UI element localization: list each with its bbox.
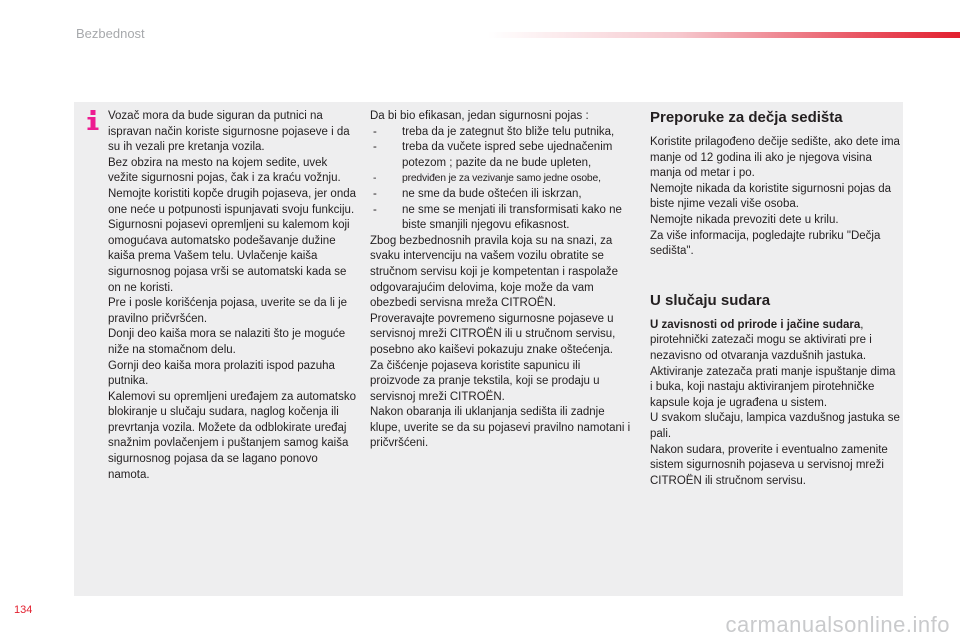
column-seatbelt-requirements [370, 109, 632, 452]
child-seats-heading: Preporuke za dečja sedišta [650, 109, 843, 126]
requirements-list [370, 125, 632, 234]
watermark: carmanualsonline.info [725, 612, 950, 637]
page-number: 134 [14, 604, 33, 616]
column-child-seats [650, 109, 900, 489]
column-seatbelt-general [108, 109, 358, 483]
list-item: - predviđen je za vezivanje samo jedne osobe, [370, 171, 632, 187]
collision-heading: U slučaju sudara [650, 291, 771, 309]
collision-text [650, 318, 900, 490]
header-accent-bar [488, 32, 960, 38]
maintenance-text: Zbog bezbednosnih pravila koja su na snazi, za svaku intervenciju na vašem vozilu obratite se stručnom servisu koji je kompetentan i raspolaže odgovarajućim delovima, koje može da vam obezbedi servisna mreža CITROËN. Proveravajte povremeno sigurnosne pojaseve u servisnoj mreži CITROËN ili u stručnom servisu, posebno ako kaiševi pokazuju znake oštećenja. Za čišćenje pojaseva koristite sapunicu ili proizvode za pranje tekstila, koji se prodaju u servisnoj mreži CITROËN. Nakon obaranja ili uklanjanja sedišta ili zadnje klupe, uverite se da su pojasevi pravilno namotani i pričvršćeni. [370, 234, 631, 450]
section-title: Bezbednost [76, 26, 145, 41]
list-item: - treba da je zategnut što bliže telu putnika, [370, 125, 632, 141]
info-icon [86, 109, 100, 131]
list-item: - ne sme da bude oštećen ili iskrzan, [370, 187, 632, 203]
child-seats-text: Koristite prilagođeno dečije sedište, ako dete ima manje od 12 godina ili ako je njegova visina manja od metar i po. Nemojte nikada da koristite sigurnosni pojas da biste njime vezali više osoba. Nemojte nikada prevoziti dete u krilu. Za više informacija, pogledajte rubriku "Dečja sedišta". [650, 136, 900, 258]
list-item: - ne sme se menjati ili transformisati kako ne biste smanjili njegovu efikasnost. [370, 203, 632, 234]
requirements-intro: Da bi bio efikasan, jedan sigurnosni pojas : [370, 110, 589, 122]
list-item: - treba da vučete ispred sebe ujednačenim potezom ; pazite da ne bude upleten, [370, 140, 632, 171]
collision-body: , pirotehnički zatezači mogu se aktivirati pre i nezavisno od otvaranja vazdušnih jastuka. Aktiviranje zatezača prati manje ispuštanje dima i buka, koji nastaju aktiviranjem pirotehničke kapsule koja je ugrađena u sistem. U svakom slučaju, lampica vazdušnog jastuka se pali. Nakon sudara, proverite i eventualno zamenite sistem sigurnosnih pojaseva u servisnoj mreži CITROËN ili stručnom servisu. [650, 318, 900, 487]
seatbelt-general-text: Vozač mora da bude siguran da putnici na ispravan način koriste sigurnosne pojaseve i da su ih vezali pre kretanja vozila. Bez obzira na mesto na kojem sedite, uvek vežite sigurnosni pojas, čak i za kraću vožnju. Nemojte koristiti kopče drugih pojaseva, jer onda one neće u potpunosti ispunjavati svoju funkciju. Sigurnosni pojasevi opremljeni su kalemom koji omogućava automatsko podešavanje dužine kaiša prema Vašem telu. Uvlačenje kaiša sigurnosnog pojasa vrši se automatski kada se on ne koristi. Pre i posle korišćenja pojasa, uverite se da li je pravilno pričvršćen. Donji deo kaiša mora se nalaziti što je moguće niže na stomačnom delu. Gornji deo kaiša mora prolaziti ispod pazuha putnika. Kalemovi su opremljeni uređajem za automatsko blokiranje u slučaju sudara, naglog kočenja ili prevrtanja vozila. Možete da odblokirate uređaj snažnim povlačenjem i puštanjem samog kaiša sigurnosnog pojasa da se lagano ponovo namota. [108, 110, 357, 481]
collision-lead: U zavisnosti od prirode i jačine sudara [650, 318, 861, 331]
